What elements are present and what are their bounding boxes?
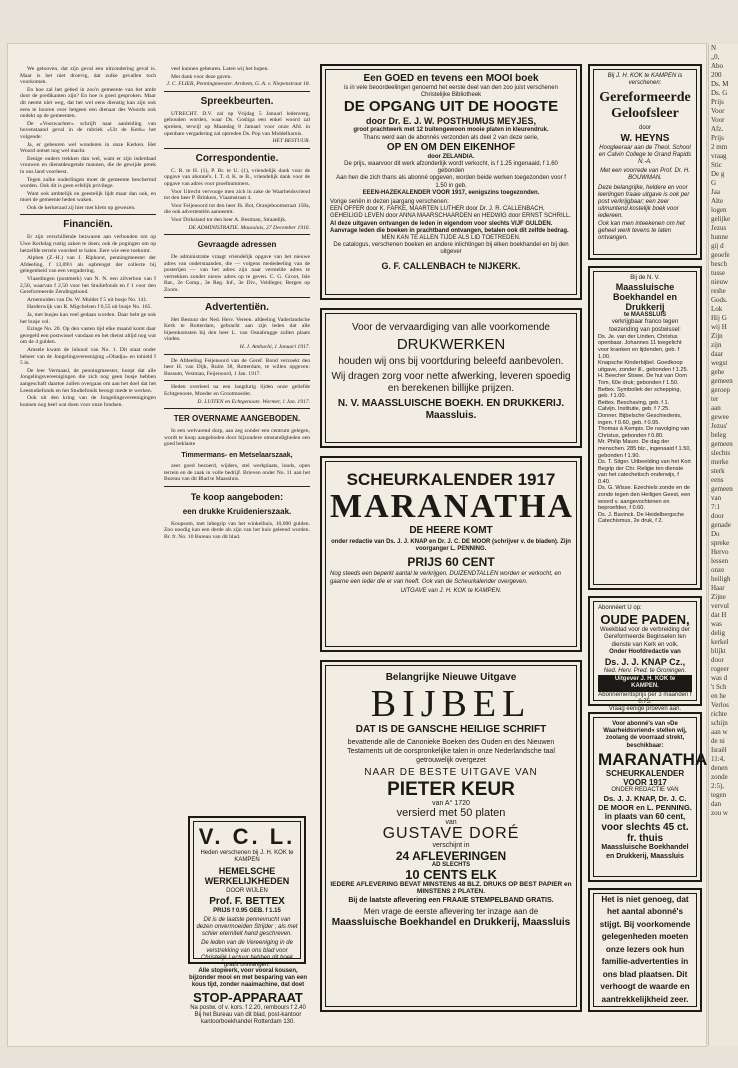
ad-text: Vraag eenige proeven aan. — [608, 706, 682, 713]
ad-text: Bij de N. V. — [630, 275, 660, 281]
ad-text: Vorige seriën in dezen jaargang verschenen: — [330, 199, 449, 206]
ad-title: Een GOED en tevens een MOOI boek — [363, 73, 539, 84]
ad-text: Heden verschenen bij J. H. KOK te KAMPEN — [200, 850, 294, 864]
ad-author: Prof. F. BETTEX — [209, 895, 285, 907]
ad-price: De prijs, waarvoor dit werk afzonderlijk wordt verkocht, is f 1.25 ingenaaid, f 1.60 gebonden — [344, 161, 558, 175]
edge-text-fragment: genade — [711, 521, 731, 529]
section-heading-spreekbeurten: Spreekbeurten. — [200, 95, 274, 107]
list-item: H. Beecher Stowe. De hut van Oom Tom, 60e druk; gebonden f 1.50. — [598, 373, 687, 386]
divider — [164, 148, 310, 149]
ad-text: Voor de vervaardiging van alle voorkomende — [352, 322, 550, 333]
ad-text: EEN OFFER door K. FAFKE, MAARTEN LUTHER door Dr. J. R. CALLENBACH, GEHEILIGD LEVEN door ANNA MAARSCHAARDEN en HEDWIG door ERNST SCHRILL. — [330, 206, 571, 220]
list-item: Ds. G. Wisse. Ezechiels zonde en de zonde tegen den Heiligen Geest, een woord v. aangevochtenen en beproefden, f 0.60. — [598, 485, 691, 512]
ad-text: AD SLECHTS — [431, 861, 471, 868]
article-paragraph: Vlaardingen (postmerk) van N. N. een zilverbon van f 2,50, waarvan f 2,50 voor het Studiefonds en f 1 voor den Gereformeerde Zendingsbond. — [20, 276, 156, 296]
edge-text-fragment: Israël — [711, 746, 727, 754]
edge-text-fragment: aan — [711, 404, 721, 412]
edge-text-fragment: Abo — [711, 62, 724, 70]
signature: H. J. Ambachi, 1 Januari 1917. — [239, 344, 310, 351]
ad-text: Men vrage de eerste aflevering ter inzage aan de — [363, 907, 539, 917]
ad-bijbel — [320, 660, 582, 1012]
ad-text: is in vele beoordeelingen genoemd het eerste deel van den zoo juist verschenen Christelijke Bibliotheek — [344, 85, 558, 99]
ad-title: HEMELSCHE WERKELIJKHEDEN — [204, 866, 290, 887]
advertisement-text: In een welvarend dorp, aan zeg zonder een centrum gelegen, wordt te koop aangeboden door bijzondere omstandigheden een goed beklante — [164, 428, 310, 448]
section-heading-correspondentie: Correspondentie. — [195, 152, 279, 164]
edge-text-fragment: denen — [711, 764, 728, 772]
ad-oude-paden — [588, 596, 702, 713]
edge-text-fragment: Jezus' — [711, 422, 728, 430]
ad-text: MEN KAN TE ALLEN TIJDE ALS LID TOETREDEN. — [381, 235, 521, 242]
ad-publisher: N. V. MAASSLUISCHE BOEKH. EN DRUKKERIJ. — [337, 398, 565, 409]
edge-text-fragment: gemeen — [711, 440, 733, 448]
edge-text-fragment: was d — [711, 674, 728, 682]
edge-text-fragment: schijn — [711, 719, 728, 727]
ad-heading-te-koop: Te koop aangeboden: — [190, 491, 284, 502]
article-paragraph: Met dank voor deze gaven. — [171, 73, 232, 80]
edge-text-fragment: zou w — [711, 809, 728, 817]
ad-book-title: OP EN OM DEN EIKENHOF — [386, 141, 516, 153]
ad-vcl-letters: V. C. L. — [198, 824, 296, 849]
divider — [20, 214, 156, 215]
edge-text-fragment: gewee — [711, 413, 729, 421]
newspaper-page — [8, 44, 706, 1046]
edge-text-fragment: ter — [711, 395, 719, 403]
edge-text-fragment: aan w — [711, 728, 728, 736]
ad-publisher: Maassluische Boekhandel en Drukkerij, Maassluis — [331, 917, 571, 929]
advertisement-text: zeer goed bezoerd, wijders, stel werkplaats, loods, open terrein en de zaak in volle bedrijf. Brieven onder No. 11 aan het Bureau van dit Blad te Maassluis. — [164, 462, 310, 483]
ad-stop-apparaat — [188, 968, 308, 1026]
ad-text: Abonnéert U op: — [598, 605, 642, 611]
signature: D. LUITEN en Echtgenoote. Wormer, 1 Jan. 1917. — [197, 398, 310, 405]
edge-text-fragment: slechts — [711, 449, 731, 457]
ad-title: MARANATHA — [598, 749, 708, 769]
edge-text-fragment: Stic — [711, 161, 722, 169]
edge-text-fragment: Ds. M — [711, 80, 729, 88]
advertisement-text: Heden overleed na een langdurig lijden onze geliefde Echtgenoote, Moeder en Grootmoeder. — [164, 384, 310, 397]
edge-text-fragment: wegst — [711, 359, 728, 367]
ad-text: EEEN-HAZEKALENDER VOOR 1917, eenigszins toegezonden. — [362, 189, 540, 196]
ad-text: Deze belangrijke, heldere en voor leerlingen fraaie uitgave is ook per post verkrijgbaar; een zeer uitmuntend kostelijk boek voor iedereen. — [598, 184, 690, 220]
ad-text: De catalogus, verschenen boeken en andere inlichtingen bij elken boekhandel en bij den uitgever — [333, 242, 569, 256]
edge-text-fragment: wij H — [711, 323, 727, 331]
ad-author: door ZELANDIA. — [427, 153, 475, 160]
edge-text-fragment: besch — [711, 260, 727, 268]
edge-text-fragment: van — [711, 494, 722, 502]
edge-text-fragment: Voor — [711, 107, 725, 115]
article-paragraph: Ezinge No. 20. Op den vasten tijd elke maand komt daar geregeld een postwissel vandaan en het dienst altijd nog wat om de 4 gulden. — [20, 326, 156, 346]
ad-title: STOP-APPARAAT — [193, 989, 303, 1005]
ad-text: Ned. Herv. Pred. te Groningen. — [603, 668, 687, 675]
edge-text-fragment: gij d — [711, 242, 724, 250]
ad-scheurkalender — [320, 456, 582, 652]
ad-subtitle: DAT IS DE GANSCHE HEILIGE SCHRIFT — [355, 724, 547, 735]
article-paragraph: Ook de kerkeraad zij hier met klem op gewezen. — [27, 204, 136, 211]
edge-text-fragment: gehe — [711, 368, 725, 376]
edge-text-fragment: door — [711, 512, 724, 520]
ad-het-is-niet-genoeg — [588, 888, 702, 1012]
edge-text-fragment: de ni — [711, 737, 725, 745]
ad-title: OUDE PADEN, — [600, 612, 690, 628]
edge-text-fragment: en he — [711, 692, 726, 700]
divider — [164, 91, 310, 92]
ad-text: Bij J. H. KOK te KAMPEN is verschenen: — [607, 73, 683, 87]
edge-text-fragment: Verlos — [711, 701, 729, 709]
ad-text: 24 AFLEVERINGEN — [395, 848, 507, 863]
edge-text-fragment: dat H — [711, 611, 727, 619]
edge-text-fragment: rogeer — [711, 665, 729, 673]
article-paragraph: En hoe zal het gebed in zoo'n gemeente van het ambt door de predikanten zijn? En hoe is goed gesproken. Maar dit neemt niet weg, dat het wel eens dienstig kan zijn ook eens te hooren over hetgeen een dienaar des Woords ook ondekt op de gemeenten. — [20, 86, 156, 120]
article-paragraph: Ja, er gebeuren wel wonderen in onze Kerken. Het Woord ontset nog wel macht. — [20, 141, 156, 155]
list-item: Ds. Je. van der Linden, Christus openbaar. Johannes 11 toegelicht voor kranken en lijdenden, geb. f 1.00. — [598, 333, 682, 360]
ad-title: Timmermans- en Metselaarszaak, — [181, 451, 293, 459]
ad-text: verschijnt in — [432, 842, 470, 850]
ad-author: door Dr. E. J. W. POSTHUMUS MEYJES, — [365, 116, 537, 127]
edge-text-fragment: Gods. — [711, 296, 728, 304]
edge-text-fragment: daar — [711, 350, 724, 358]
ad-drukwerken — [320, 308, 582, 448]
edge-text-fragment: gemeen — [711, 377, 733, 385]
list-item: Knapsche Kinderbijbel. Goedkoop uitgave, zonder ill., gebonden f 1.25. — [598, 360, 689, 373]
ad-heading: Belangrijke Nieuwe Uitgave — [385, 672, 517, 683]
edge-text-fragment: Jaa — [711, 188, 720, 196]
ad-place: Maassluis. — [425, 410, 477, 421]
ad-author: PIETER KEUR — [387, 779, 515, 800]
list-item: Calvijn. Institutie, geb. f 7.25. — [598, 406, 670, 413]
article-paragraph: Ook uit den kring van de Jongelingsvereenigingen kunnen nog heel wat doen voor onze fondsen. — [20, 395, 156, 408]
ad-title: een drukke Kruidenierszaak. — [182, 506, 292, 516]
ad-goed-mooi-boek — [320, 64, 582, 300]
article-paragraph: Tegen zulke ouderlingen moet de gemeente beschermd worden. Ook dit is geen erfelijk privilege. — [20, 176, 156, 190]
ad-text: IEDERE AFLEVERING BEVAT MINSTENS 48 BLZ. DRUKS OP BEST PAPIER en MINSTENS 2 PLATEN. — [330, 880, 572, 896]
ad-text: NAAR DE BESTE UITGAVE VAN — [364, 767, 538, 778]
edge-text-fragment: geoefe — [711, 251, 730, 259]
ad-title: SCHEURKALENDER 1917 — [346, 470, 556, 489]
ad-text: Na postw. of v. kors. f 2.20, rembours f 2.40 Bij het Bureau van dit blad, post-kantoor kantoorboekhandel Rotterdam 130. — [190, 1004, 306, 1026]
list-item: Ds. J. Bavinck. De Heidelbergsche Catechismus, 2e druk, f 2. — [598, 511, 685, 525]
ad-geloofsleer — [588, 64, 702, 260]
ad-title: Maassluische Boekhandel en Drukkerij — [612, 282, 677, 313]
ad-price: Abonnementsprijs per 3 maanden f 0.75. — [598, 691, 692, 705]
list-item: Bettex. Beschaving, geb. f 1. — [598, 399, 670, 406]
book-list — [598, 334, 692, 525]
edge-text-fragment: Prijs — [711, 98, 724, 106]
edge-text-fragment: hunne — [711, 233, 729, 241]
ad-publisher: Maassluische Boekhandel en Drukkerij, Maassluis — [601, 844, 689, 860]
section-heading-gevraagde-adressen: Gevraagde adressen — [197, 240, 277, 250]
advertisement-text: De Afdeeling Feijenoord van de Geref. Bond verzoekt den heer H. van Dijk, Ruim 38, Rotterdam, te willen opgeven: Bussum, Vestman, Feijenoord, 1 Jan. 1917. — [164, 357, 310, 377]
edge-text-fragment: heiligh — [711, 575, 731, 583]
ad-text: Het is niet genoeg, dat het aantal abonné's stijgt. Bij voorkomende gelegenheden moeten onze lezers ook hun familie-advertenties in ons blad plaatsen. Dit verhoogt de waarde en aantrekkelijkheid zeer. — [599, 894, 691, 1004]
ad-editors: Ds. J. J. KNAP, Dr. J. C. DE MOOR en L. PENNING. — [598, 794, 692, 813]
article-paragraph: Voor Dirksland tot den heer A. Bestman, Straatdijk. — [171, 216, 287, 223]
list-item: Ds. T. Sitger. Uitbeelding van het Kort Begrip der Chr. Religie ten dienste van het catechetisch onderwijs, f 0.40. — [598, 459, 691, 485]
ad-text: houden wij ons bij voortduring beleefd aanbevolen. — [338, 356, 564, 367]
edge-text-fragment: dan — [711, 800, 722, 808]
article-paragraph: Want ook ambtelijk en geestelijk lijdt maar dan ook, en moet de gemeente heden waken. — [20, 190, 156, 204]
edge-text-fragment: Jezus — [711, 224, 727, 232]
edge-text-fragment: gemeen — [711, 485, 733, 493]
edge-text-fragment: vraag — [711, 152, 727, 160]
ad-price: 10 CENTS ELK — [405, 866, 497, 882]
edge-text-fragment: 200 — [711, 71, 722, 79]
divider — [164, 297, 310, 298]
edge-text-fragment: Voor — [711, 116, 725, 124]
ad-price: PRIJS f 0.95 GEB. f 1.15 — [213, 907, 281, 914]
edge-text-fragment: Hervo — [711, 548, 729, 556]
column-1 — [20, 66, 156, 409]
list-item: Thomas à Kempis. De navolging van Christus, gebonden f 0.80. — [598, 426, 690, 439]
ad-publisher: Uitgever J. H. KOK te KAMPEN. — [598, 675, 692, 691]
article-paragraph: De administratie vraagt vriendelijk opgave van het nieuwe adres van onderstaanden, die — volgens mededeeling van de posterijen — van het adres zijn naar vermelde adres te vertrekken zonder nieuw adres op te geven. C. G. Groot, Isle Bat., 2e Comp., 3e Reg. Inf., 3e Div., Veldleger, Bergen op Zoom. — [164, 254, 310, 294]
edge-text-fragment: eens — [711, 476, 724, 484]
ad-text: van — [445, 819, 457, 827]
ad-calendar-name: MARANATHA — [330, 488, 575, 525]
ad-editor: Ds. J. J. KNAP Cz., — [604, 657, 686, 668]
edge-text-fragment: G — [711, 179, 717, 187]
edge-text-fragment: was — [711, 620, 722, 628]
signature: J. C. FLIER, Penningmeester. Arnhem, G. A. v. Niepenstraat 18. — [166, 81, 310, 88]
article-paragraph: Voor Feijenoord tot den heer Jh. Bot, Oranjeboomstraat 158a, die ook advertentiën aanneemt. — [164, 202, 310, 216]
ad-text: DOOR WIJLEN — [226, 888, 268, 895]
edge-text-fragment: tusse — [711, 269, 725, 277]
list-item: Bettex. Symboliek der schepping, geb. f 1.00. — [598, 386, 682, 400]
edge-text-fragment: N — [711, 44, 717, 52]
ad-text: Wij dragen zorg voor nette afwerking, leveren spoedig en berekenen billijke prijzen. — [331, 371, 571, 394]
article-paragraph: De »Voorwachter« schrijft naar aanleiding van bovenstaand geval in de rubriek »Uit de Kerk« het volgende: — [20, 120, 156, 140]
list-item: Mr. Philip Mauro. De dag der menschen. 285 blz., ingenaaid f 1.50, gebonden f 1.90. — [598, 439, 691, 459]
edge-text-fragment: onze — [711, 566, 725, 574]
edge-text-fragment: Zijn — [711, 332, 723, 340]
article-paragraph: Voor Utrecht vervooge men zich in zake de Waarheidsvriend tot den heer P. Brinkers, Vlaamstraat 4. — [164, 188, 310, 202]
ad-price: voor slechts 45 ct. fr. thuis — [601, 822, 689, 845]
edge-text-fragment: nieuw — [711, 278, 729, 286]
ad-text: Aan hen die zich thans als abonné opgeven, worden beide werken toegezonden voor f 1.50 in geb. — [336, 175, 566, 189]
edge-text-fragment: vervul — [711, 602, 729, 610]
ad-text: verkrijgbaar franco tegen toezending van postwissel: — [609, 319, 681, 333]
ad-text: Ook kan men inteekenen om het geheel werk tevens te laten ontvangen. — [598, 220, 685, 242]
ad-text: De leden van de Vereeniging in de verstrekking van ons blad voor Christelijk Lectuur hebben dit boek gratis ontvangen. — [200, 940, 294, 969]
edge-text-fragment: Ds. G — [711, 89, 728, 97]
ad-illustrator: GUSTAVE DORÉ — [382, 825, 520, 843]
signature: DE ADMINISTRATIE. Maassluis, 27 December 1916. — [188, 224, 310, 231]
edge-text-fragment: lessen — [711, 557, 729, 565]
edge-text-fragment: zijn — [711, 341, 722, 349]
adjacent-page-edge — [708, 44, 738, 1046]
ad-text: versierd met 50 platen — [396, 807, 506, 820]
ad-subtitle: DE HEERE KOMT — [409, 525, 493, 536]
ad-title: DRUKWERKEN — [396, 336, 506, 353]
edge-text-fragment: gelijke — [711, 215, 731, 223]
edge-text-fragment: blijkt — [711, 647, 726, 655]
ad-text: Al deze uitgaven ontvangen de leden in eigendom voor slechts VIJF GULDEN. Aanvrage leden die boeken in prachtband ontvangen, betalen ook dit zelfde bedrag. — [330, 220, 569, 234]
article-paragraph: Alphen (Z.-H.) van J. Riphorst, penningmeester der Afdeeling, f 13,09½ als opbrengst der collecte bij gelegenheid van een vergadering. — [20, 255, 156, 275]
article-paragraph: De leer Vermaasl, de penningmeester, hoopt dat alle Jongelingsvereenigingen die zich nog geen busje hebben aangeschaft daartoe zullen overgaan om aan het doel dat het Leestudiefonds en het Studiefonds beoogt mede te werken. — [20, 367, 156, 394]
article-paragraph: We gelooven, dat zijn geval een uitzondering geval is. Maar is het niet droevig, dat zulke gevallen toch voorkomen. — [20, 66, 156, 86]
edge-text-fragment: delig — [711, 629, 725, 637]
ad-text: onder redactie van Ds. J. J. KNAP en Dr. J. C. DE MOOR (schrijver v. de bladen). Zijn voorganger L. PENNING. — [331, 539, 571, 553]
ad-price: PRIJS 60 CENT — [407, 555, 495, 570]
article-paragraph: C. R. te H. (1), P. Br. te U. (1), vriendelijk dank voor de opgave van abonné's. I. T. d. K. te B., vriendelijk dank voor de opgave van adres voor proefnummers. — [164, 167, 310, 187]
edge-text-fragment: Zijne — [711, 593, 726, 601]
ad-text: van A° 1720 — [432, 800, 470, 807]
article-paragraph: Arnemuiden van Ds. W. Mulder f 5 uit busje No. 141. — [27, 296, 148, 303]
edge-text-fragment: Do — [711, 530, 720, 538]
column-2 — [164, 66, 310, 808]
edge-text-fragment: Prijs — [711, 134, 724, 142]
divider — [164, 486, 310, 487]
list-item: Donner. Bijbelsche Geschiedenis, ingen. f 0.60, geb. f 0.95. — [598, 412, 682, 426]
edge-text-fragment: reshe — [711, 287, 726, 295]
divider — [164, 380, 310, 381]
ad-text: Alle stopwerk, voor vooral kousen, bijzonder mooi en met besparing van een kous tijd, zonder naaimachine, dat doet — [188, 968, 308, 989]
edge-text-fragment: richte — [711, 710, 727, 718]
article-paragraph: veel kunnen gebeuren. Laten wij het hopen. — [171, 66, 269, 72]
ad-title: Gereformeerde Geloofsleer — [599, 90, 691, 122]
edge-text-fragment: geroep — [711, 386, 731, 394]
divider — [164, 354, 310, 355]
ad-text: Voor abonné's van »De Waarheidsvriend« stellen wij, zoolang de voorraad strekt, beschikbaar: — [603, 721, 687, 749]
edge-text-fragment: 11:4, — [711, 755, 725, 763]
ad-text: bevattende alle de Canonieke Boeken des Ouden en des Nieuwen Testaments uit de oorspronkelijke talen in onze Nederlandsche taal getrouwelijk overgezet — [347, 739, 555, 764]
ad-text: ONDER REDACTIE VAN — [611, 786, 679, 793]
edge-text-fragment: De g — [711, 170, 725, 178]
edge-text-fragment: Lok — [711, 305, 723, 313]
edge-text-fragment: merke — [711, 458, 729, 466]
ad-maranatha-offer — [588, 712, 708, 882]
edge-text-fragment: 2:5), — [711, 782, 725, 790]
edge-text-fragment: Afz. — [711, 125, 724, 133]
ad-subtitle: SCHEURKALENDER VOOR 1917 — [605, 768, 685, 787]
advertisement-text: Het Bestuur der Ned. Herv. Vereen. afdeeling Vaderlandsche Kerk te Rotterdam, gebracht aan zijn leden dat alle bijeenkomsten bij den heer L. van Osnabrugge zullen plaats vinden. — [164, 316, 310, 343]
edge-text-fragment: Haar — [711, 584, 725, 592]
article-paragraph: Ja, met busjes kan veel gedaan worden. Daar hebt ge ook het busje vol. — [20, 312, 156, 325]
ad-author: W. HEYNS — [620, 132, 670, 144]
edge-text-fragment: beleg — [711, 431, 727, 439]
ad-title: BIJBEL — [370, 683, 532, 725]
edge-text-fragment: spreke — [711, 539, 730, 547]
ad-text: door — [638, 125, 651, 132]
section-heading-advertentien: Advertentiën. — [205, 301, 269, 313]
article-paragraph: Amsele kwam de inhoud van No. 1. Dit staat onder beheer van de Jongelingsvereeniging »Obadja« en inhield f 5 in. — [20, 346, 156, 367]
ad-book-title: DE OPGANG UIT DE HOOGTE — [343, 98, 559, 116]
ad-text: Hoogleeraar aan de Theol. School en Calvin College te Grand Rapids N.-A. — [598, 144, 692, 166]
article-paragraph: Er zijn verschillende bezwaren aan verbonden om op Uwe Kerkdag rustig zaken te doen; ook de pogingen om op hetzelfde terrein voordeel te halen. Eere wie eere toekomt. — [20, 234, 156, 254]
ad-price: in plaats van 60 cent, — [604, 812, 686, 822]
edge-text-fragment: tegen — [711, 791, 727, 799]
edge-text-fragment: zonde — [711, 773, 728, 781]
ad-publisher: G. F. CALLENBACH te NIJKERK. — [381, 260, 521, 271]
ad-publisher: UITGAVE van J. H. KOK te KAMPEN. — [400, 587, 502, 594]
ad-text: Onder Hoofdredactie van — [609, 648, 681, 655]
ad-text: Bij de laatste aflevering een FRAAIE STEMPELBAND GRATIS. — [348, 897, 554, 905]
divider — [164, 234, 310, 235]
ad-text: Dit is de laatste pennevrucht van dezen onvermoeiden Strijder ; als met schier eterniteit hand geschreven. — [196, 916, 298, 938]
ad-vcl — [188, 816, 306, 969]
edge-text-fragment: Hij G — [711, 314, 727, 322]
ad-text: Met een voorrede van Prof. Dr. H. BOUWMAN. — [600, 168, 690, 182]
edge-text-fragment: 2 mm — [711, 143, 728, 151]
ad-text: Weekblad voor de verbreiding der Gereformeerde Beginselen ten dienste van Kerk en volk. — [600, 627, 690, 648]
article-paragraph: Eenige ouders trekken dan wel, want er zijn inderdaad vrouwen en dienstdeugende mannen, die de gewijde preek in ons land voorleest. — [20, 155, 156, 175]
edge-text-fragment: „0, — [711, 53, 720, 61]
article-paragraph: UTRECHT. D.V. zal op Vrijdag 5 Januari ledenverg. gehouden worden, waar Ds. Gosliga een enkel woord zal spreken, terwijl op Maandag 8 Januari voor onze Afd. in openbare vergadering zal optreden Ds. Pop van Middelharnis. — [164, 110, 310, 137]
edge-text-fragment: kerkel — [711, 638, 729, 646]
edge-text-fragment: 7:1 — [711, 503, 720, 511]
ad-text: Nog steeds een beperkt aantal te verkrijgen. DUIZENDTALLEN worden er verkocht, en gaarne een ieder die er van heeft. Ook van de Scheurkalender overgeven. — [330, 571, 561, 585]
ad-place: te MAASSLUIS — [623, 312, 667, 319]
ad-text: Thans werd aan de abonnés verzonden als deel 2 van deze serie, — [363, 134, 539, 141]
divider — [164, 408, 310, 409]
ad-maassluis-boekhandel — [588, 266, 702, 590]
edge-text-fragment: door — [711, 656, 724, 664]
edge-text-fragment: sterk — [711, 467, 725, 475]
edge-text-fragment: 't Sch — [711, 683, 727, 691]
edge-text-fragment: Alte — [711, 197, 724, 205]
edge-text-fragment: logen — [711, 206, 727, 214]
signature: HET BESTUUR. — [272, 138, 310, 145]
section-heading-financien: Financiën. — [63, 219, 113, 231]
ad-heading-ter-overname: TER OVERNAME AANGEBODEN. — [173, 414, 301, 424]
advertisement-text: Koopsom, met inbegrip van het winkelhuis, 10,000 gulden. Zoo noodig kan een derde als zijn van het huis geleend worden. Br. fr. No. 10 Bureau van dit blad. — [164, 520, 310, 540]
article-paragraph: Harderwijk van R. Migchelsen f 6,55 uit busje No. 165. — [27, 304, 152, 311]
ad-text: groot prachtwerk met 12 buitengewoon mooie platen in kleurendruk. — [353, 127, 549, 134]
